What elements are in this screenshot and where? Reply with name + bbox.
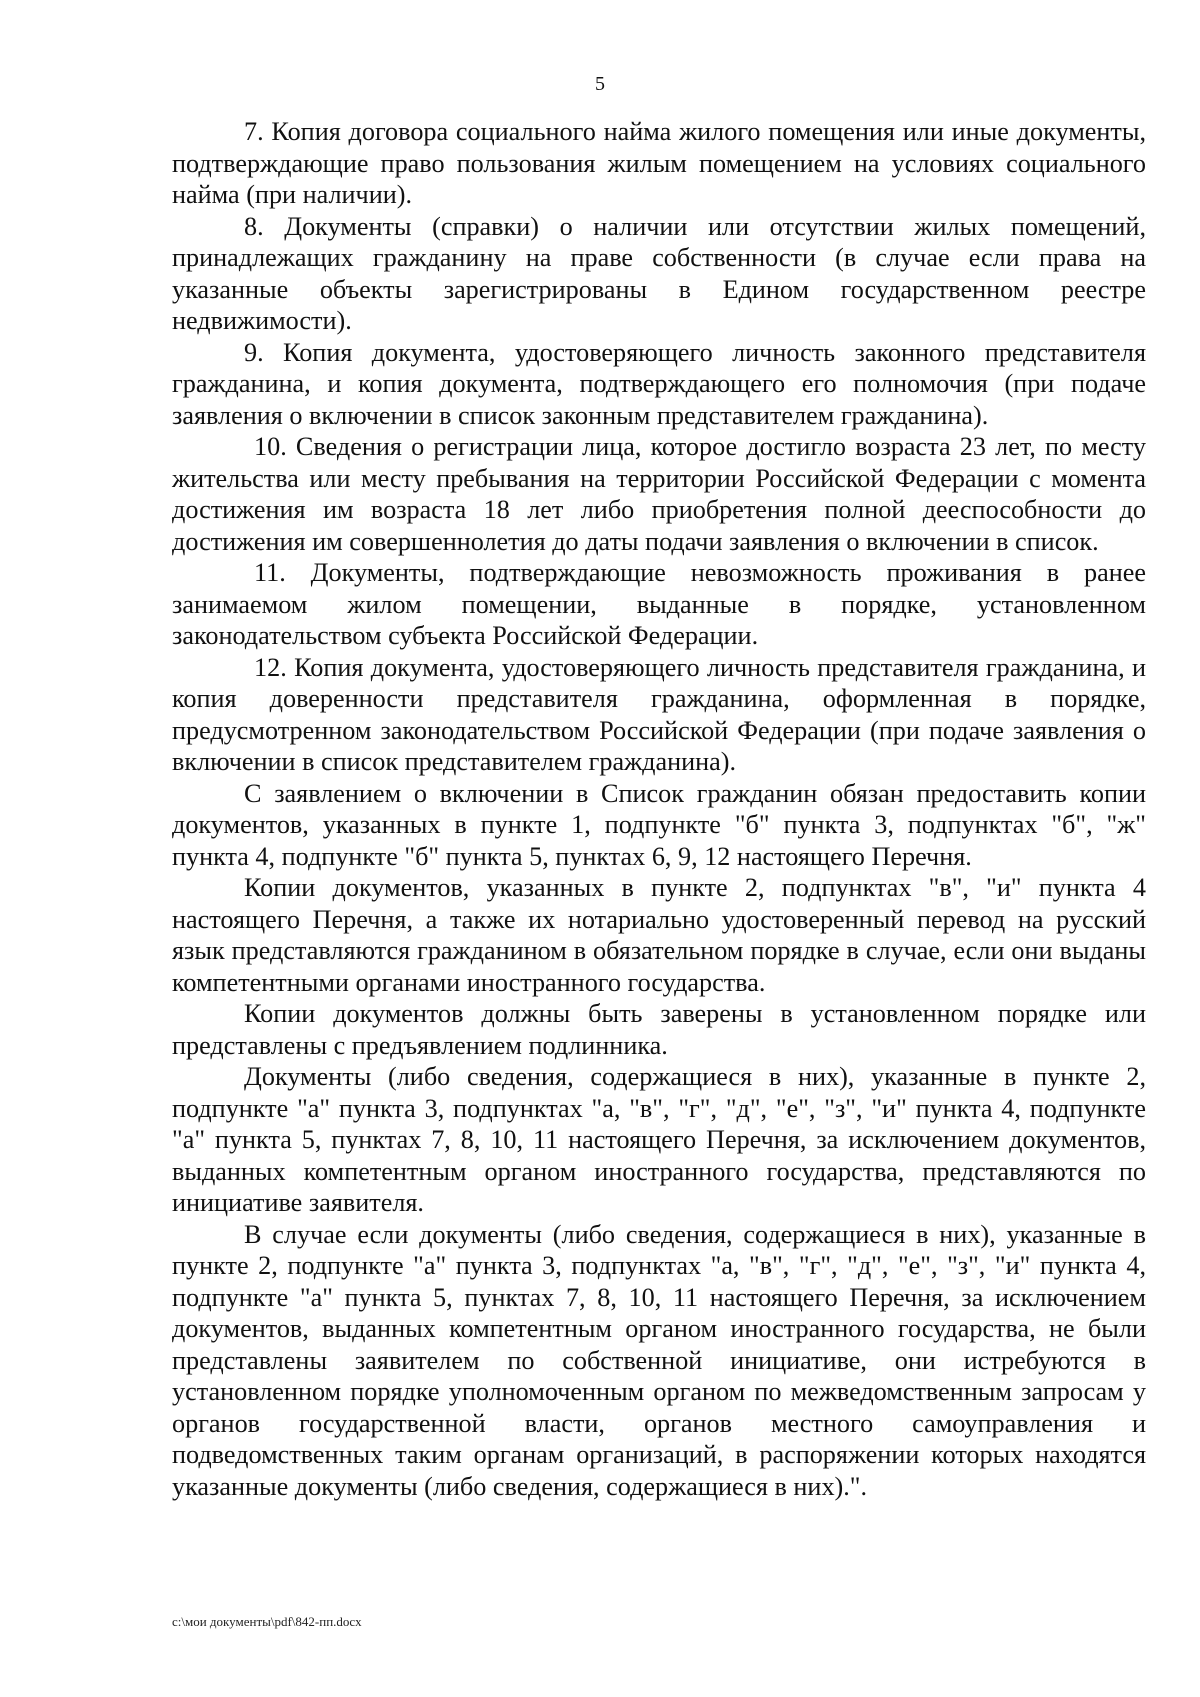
paragraph-item-12: 12. Копия документа, удостоверяющего личность представителя гражданина, и копия доверенности представителя гражданина, оформленная в порядке, предусмотренном законодательством Российской Федерации (при подаче заявления о включении в список представителем гражданина). (172, 652, 1146, 776)
paragraph-item-9: 9. Копия документа, удостоверяющего личность законного представителя гражданина, и копия документа, подтверждающего его полномочия (при подаче заявления о включении в список законным представителем гражданина). (172, 337, 1146, 430)
paragraph-own-initiative: Документы (либо сведения, содержащиеся в них), указанные в пункте 2, подпункте "а" пункта 3, подпунктах "а, "в", "г", "д", "е", "з", "и" пункта 4, подпункте "а" пункта 5, пунктах 7, 8, 10, 11 настоящего Перечня, за исключением документов, выданных компетентным органом иностранного государства, представляются по инициативе заявителя. (172, 1062, 1146, 1217)
paragraph-item-8: 8. Документы (справки) о наличии или отсутствии жилых помещений, принадлежащих гражданину на праве собственности (в случае если права на указанные объекты зарегистрированы в Едином государственном реестре недвижимости). (172, 211, 1146, 335)
paragraph-foreign-documents: Копии документов, указанных в пункте 2, подпунктах "в", "и" пункта 4 настоящего Перечня, а также их нотариально удостоверенный перевод на русский язык представляются гражданином в обязательном порядке в случае, если они выданы компетентными органами иностранного государства. (172, 873, 1146, 997)
document-body (172, 116, 1146, 1502)
paragraph-certification: Копии документов должны быть заверены в установленном порядке или представлены с предъявлением подлинника. (172, 999, 1146, 1060)
paragraph-item-10: 10. Сведения о регистрации лица, которое достигло возраста 23 лет, по месту жительства или месту пребывания на территории Российской Федерации с момента достижения им возраста 18 лет либо приобретения полной дееспособности до достижения им совершеннолетия до даты подачи заявления о включении в список. (172, 432, 1146, 556)
footer-file-path: c:\мои документы\pdf\842-пп.docx (172, 1614, 362, 1629)
paragraph-item-11: 11. Документы, подтверждающие невозможность проживания в ранее занимаемом жилом помещении, выданные в порядке, установленном законодательством субъекта Российской Федерации. (172, 558, 1146, 650)
page-number: 5 (595, 73, 605, 95)
paragraph-item-7: 7. Копия договора социального найма жилого помещения или иные документы, подтверждающие право пользования жилым помещением на условиях социального найма (при наличии). (172, 117, 1146, 209)
paragraph-required-copies: С заявлением о включении в Список гражданин обязан предоставить копии документов, указанных в пункте 1, подпункте "б" пункта 3, подпунктах "б", "ж" пункта 4, подпункте "б" пункта 5, пунктах 6, 9, 12 настоящего Перечня. (172, 778, 1146, 871)
paragraph-interagency-requests: В случае если документы (либо сведения, содержащиеся в них), указанные в пункте 2, подпункте "а" пункта 3, подпунктах "а, "в", "г", "д", "е", "з", "и" пункта 4, подпункте "а" пункта 5, пунктах 7, 8, 10, 11 настоящего Перечня, за исключением документов, выданных компетентным органом иностранного государства, не были представлены заявителем по собственной инициативе, они истребуются в установленном порядке уполномоченным органом по межведомственным запросам у органов государственной власти, органов местного самоуправления и подведомственных таким органам организаций, в распоряжении которых находятся указанные документы (либо сведения, содержащиеся в них).". (172, 1219, 1146, 1501)
